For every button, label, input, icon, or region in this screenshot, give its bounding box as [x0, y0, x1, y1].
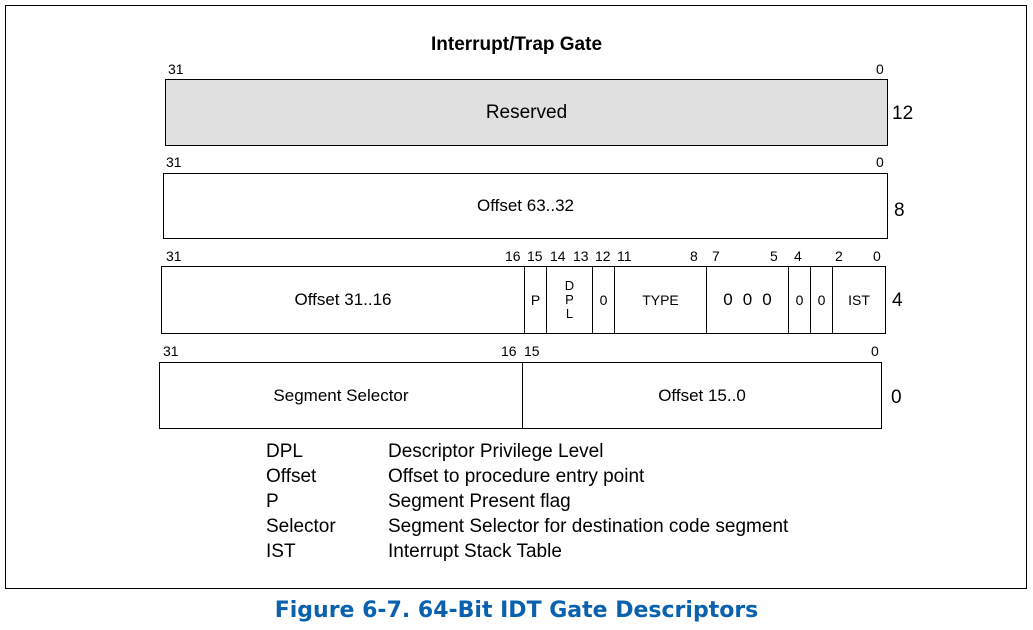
dpl-letter: L [565, 306, 574, 321]
ist-field: IST [832, 267, 885, 333]
segment-selector-field: Segment Selector [273, 385, 409, 405]
bit-label: 0 [876, 154, 884, 170]
legend-term: IST [266, 541, 296, 562]
zero-bit: 0 [742, 290, 753, 309]
bit12-zero-field: 0 [592, 267, 614, 333]
bit-label: 7 [712, 248, 720, 264]
legend-description: Offset to procedure entry point [388, 466, 645, 487]
figure-caption: Figure 6-7. 64-Bit IDT Gate Descriptors [274, 598, 759, 623]
bit-label: 31 [166, 154, 182, 170]
offset-15-0-field: Offset 15..0 [522, 363, 881, 428]
bit-label: 0 [873, 248, 881, 264]
legend-terms [266, 439, 336, 564]
zero-bit: 0 [762, 290, 772, 309]
byte-offset-label: 4 [892, 290, 903, 311]
legend-description: Descriptor Privilege Level [388, 441, 604, 462]
byte-offset-label: 8 [894, 200, 905, 221]
legend-description: Segment Selector for destination code segment [388, 516, 789, 537]
reserved-row [165, 79, 888, 146]
reserved-field: Reserved [485, 101, 568, 123]
bit-label: 5 [770, 248, 778, 264]
bit-label: 0 [876, 61, 884, 77]
bit-label: 13 [573, 248, 589, 264]
legend-descriptions [388, 439, 788, 564]
dpl-letter: D [564, 278, 575, 293]
present-flag-field: P [524, 267, 546, 333]
bit-label: 31 [168, 61, 184, 77]
dpl-letter: P [565, 292, 574, 307]
bit-label: 0 [871, 343, 879, 359]
type-field: TYPE [614, 267, 706, 333]
bit-label: 4 [794, 248, 802, 264]
dpl-field [546, 267, 592, 333]
bit-label: 8 [690, 248, 698, 264]
offset-63-32-field: Offset 63..32 [476, 196, 575, 215]
legend-term: Offset [266, 466, 317, 487]
reserved-zero-bits [706, 267, 788, 333]
bit-label: 16 [505, 248, 521, 264]
bit-label: 15 [527, 248, 543, 264]
bit-label: 31 [166, 248, 182, 264]
legend-description: Interrupt Stack Table [388, 541, 562, 562]
legend-description: Segment Present flag [388, 491, 571, 512]
zero-bit-field: 0 [810, 267, 832, 333]
legend-term: P [266, 491, 279, 512]
zero-bit: 0 [723, 290, 733, 309]
bit-label: 12 [595, 248, 611, 264]
bit-label: 16 [501, 343, 517, 359]
byte-offset-label: 0 [891, 387, 902, 408]
bit-label: 2 [835, 248, 843, 264]
selector-row [159, 362, 882, 429]
byte-offset-label: 12 [892, 103, 914, 124]
legend-term: DPL [266, 441, 303, 462]
bit-label: 15 [524, 343, 540, 359]
offset-31-16-field: Offset 31..16 [294, 290, 392, 309]
offset-high-row [163, 173, 888, 239]
gate-attributes-row [161, 266, 886, 334]
legend-term: Selector [266, 516, 336, 537]
bit-label: 14 [550, 248, 566, 264]
diagram-title: Interrupt/Trap Gate [430, 34, 603, 55]
bit-label: 31 [163, 343, 179, 359]
zero-bit-field: 0 [788, 267, 810, 333]
bit-label: 11 [617, 248, 632, 264]
